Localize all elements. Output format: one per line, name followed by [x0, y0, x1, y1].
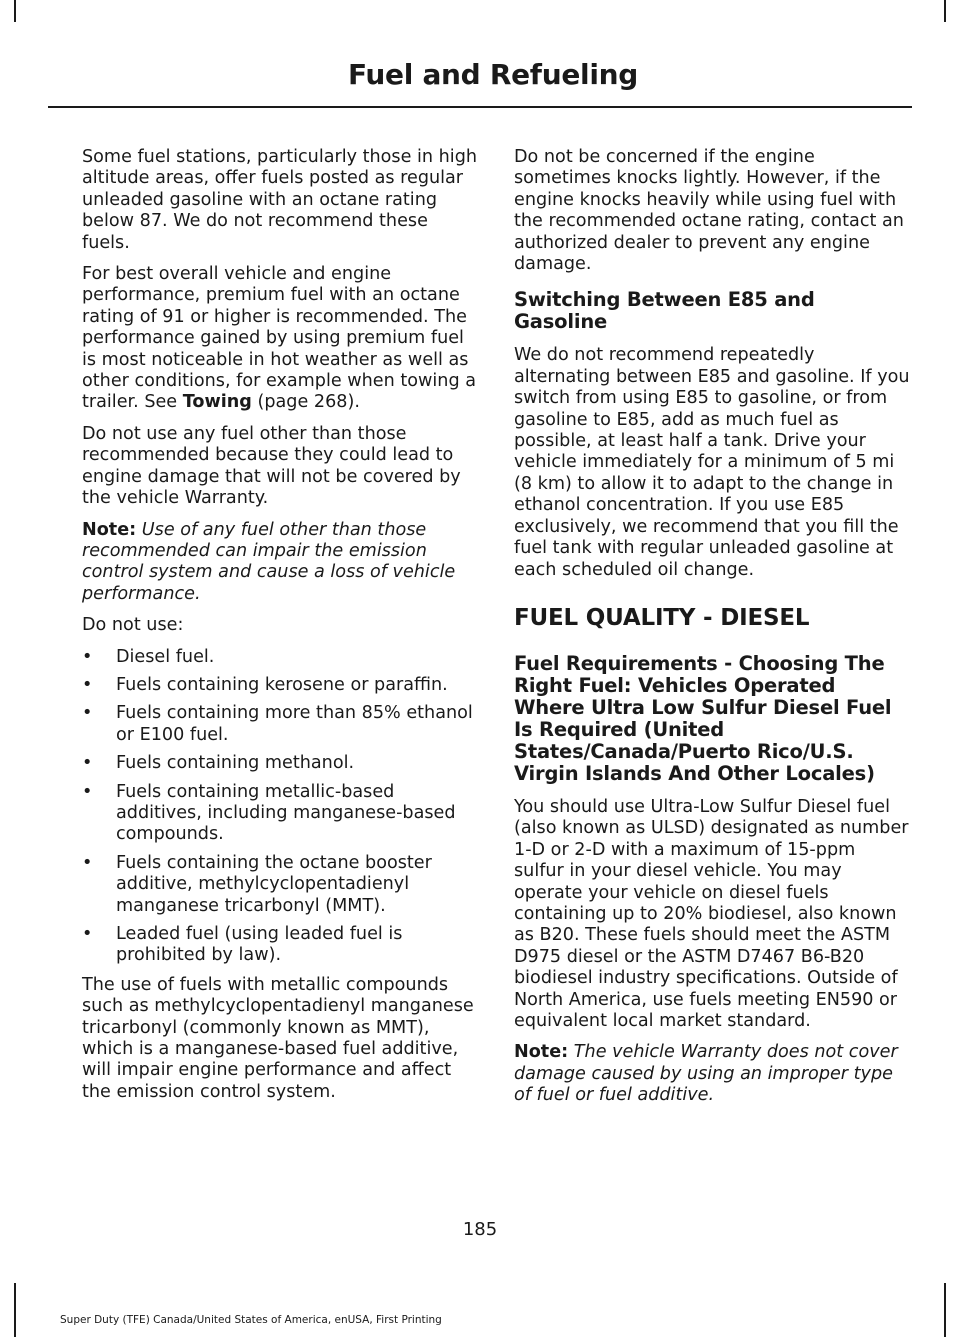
list-item: • Diesel fuel. — [82, 647, 480, 668]
footer-text: Super Duty (TFE) Canada/United States of America, enUSA, First Printing — [60, 1314, 442, 1326]
bullet-list — [82, 647, 480, 967]
note-label: Note: — [514, 1042, 569, 1063]
crop-mark — [944, 1283, 946, 1337]
crop-mark — [944, 0, 946, 22]
paragraph: You should use Ultra-Low Sulfur Diesel fuel (also known as ULSD) designated as number 1-D or 2-D with a maximum of 15-ppm sulfur in your diesel vehicle. You may operate your vehicle on diesel fuels containing up to 20% biodiesel, also known as B20. These fuels should meet the ASTM D975 diesel or the ASTM D7467 B6-B20 biodiesel industry specifications. Outside of North America, use fuels meeting EN590 or equivalent local market standard. — [514, 796, 909, 1031]
paragraph: Do not use: — [82, 615, 184, 636]
left-column — [82, 147, 480, 1113]
list-item: • Fuels containing metallic-based additives, including manganese-based compounds. — [82, 782, 480, 846]
crop-mark — [14, 1283, 16, 1337]
note-text: The vehicle Warranty does not cover damage caused by using an improper type of fuel or fuel additive. — [514, 1042, 898, 1106]
note — [514, 1042, 910, 1106]
list-item: • Fuels containing the octane booster additive, methylcyclopentadienyl manganese tricarbonyl (MMT). — [82, 853, 480, 917]
note-text: Use of any fuel other than those recommended can impair the emission control system and cause a loss of vehicle performance. — [82, 519, 456, 604]
page-reference: (page 268). — [251, 392, 360, 413]
crop-mark — [14, 0, 16, 22]
paragraph: We do not recommend repeatedly alternating between E85 and gasoline. If you switch from using E85 to gasoline, or from gasoline to E85, add as much fuel as possible, at least half a tank. Drive your vehicle immediately for a minimum of 5 mi (8 km) to allow it to adapt to the change in ethanol concentration. If you use E85 exclusively, we recommend that you fill the fuel tank with regular unleaded gasoline at each scheduled oil change. — [514, 345, 910, 580]
list-item: • Leaded fuel (using leaded fuel is prohibited by law). — [82, 924, 480, 967]
list-item: • Fuels containing kerosene or paraffin. — [82, 675, 480, 696]
section-heading: Fuel Requirements - Choosing The Right Fuel: Vehicles Operated Where Ultra Low Sulfur Diesel Fuel Is Required (United States/Canada/Puerto Rico/U.S. Virgin Islands And Other Locales) — [514, 651, 892, 785]
section-title: FUEL QUALITY - DIESEL — [514, 604, 810, 631]
note-label: Note: — [82, 519, 137, 540]
section-heading: Switching Between E85 and Gasoline — [514, 288, 815, 334]
paragraph — [82, 264, 480, 414]
list-item: • Fuels containing methanol. — [82, 753, 480, 774]
paragraph: The use of fuels with metallic compounds such as methylcyclopentadienyl manganese tricarbonyl (commonly known as MMT), which is a manganese-based fuel additive, will impair engine performance and affect the emission control system. — [82, 974, 474, 1102]
list-item: • Fuels containing more than 85% ethanol or E100 fuel. — [82, 703, 480, 746]
towing-link[interactable]: Towing — [182, 392, 252, 413]
header-rule — [48, 106, 912, 108]
page-title: Fuel and Refueling — [347, 58, 638, 91]
page-number: 185 — [462, 1219, 498, 1240]
paragraph-text: For best overall vehicle and engine performance, premium fuel with an octane rating of 91 or higher is recommended. The performance gained by using premium fuel is most noticeable in hot weather as well as other conditions, for example when towing a trailer. See — [82, 264, 477, 413]
paragraph: Do not be concerned if the engine sometimes knocks lightly. However, if the engine knocks heavily while using fuel with the recommended octane rating, contact an authorized dealer to prevent any engine damage. — [514, 147, 904, 275]
paragraph: Do not use any fuel other than those recommended because they could lead to engine damage that will not be covered by the vehicle Warranty. — [82, 423, 461, 509]
note — [82, 520, 480, 606]
right-column — [514, 147, 910, 1117]
paragraph: Some fuel stations, particularly those in high altitude areas, offer fuels posted as regular unleaded gasoline with an octane rating below 87. We do not recommend these fuels. — [82, 147, 478, 253]
